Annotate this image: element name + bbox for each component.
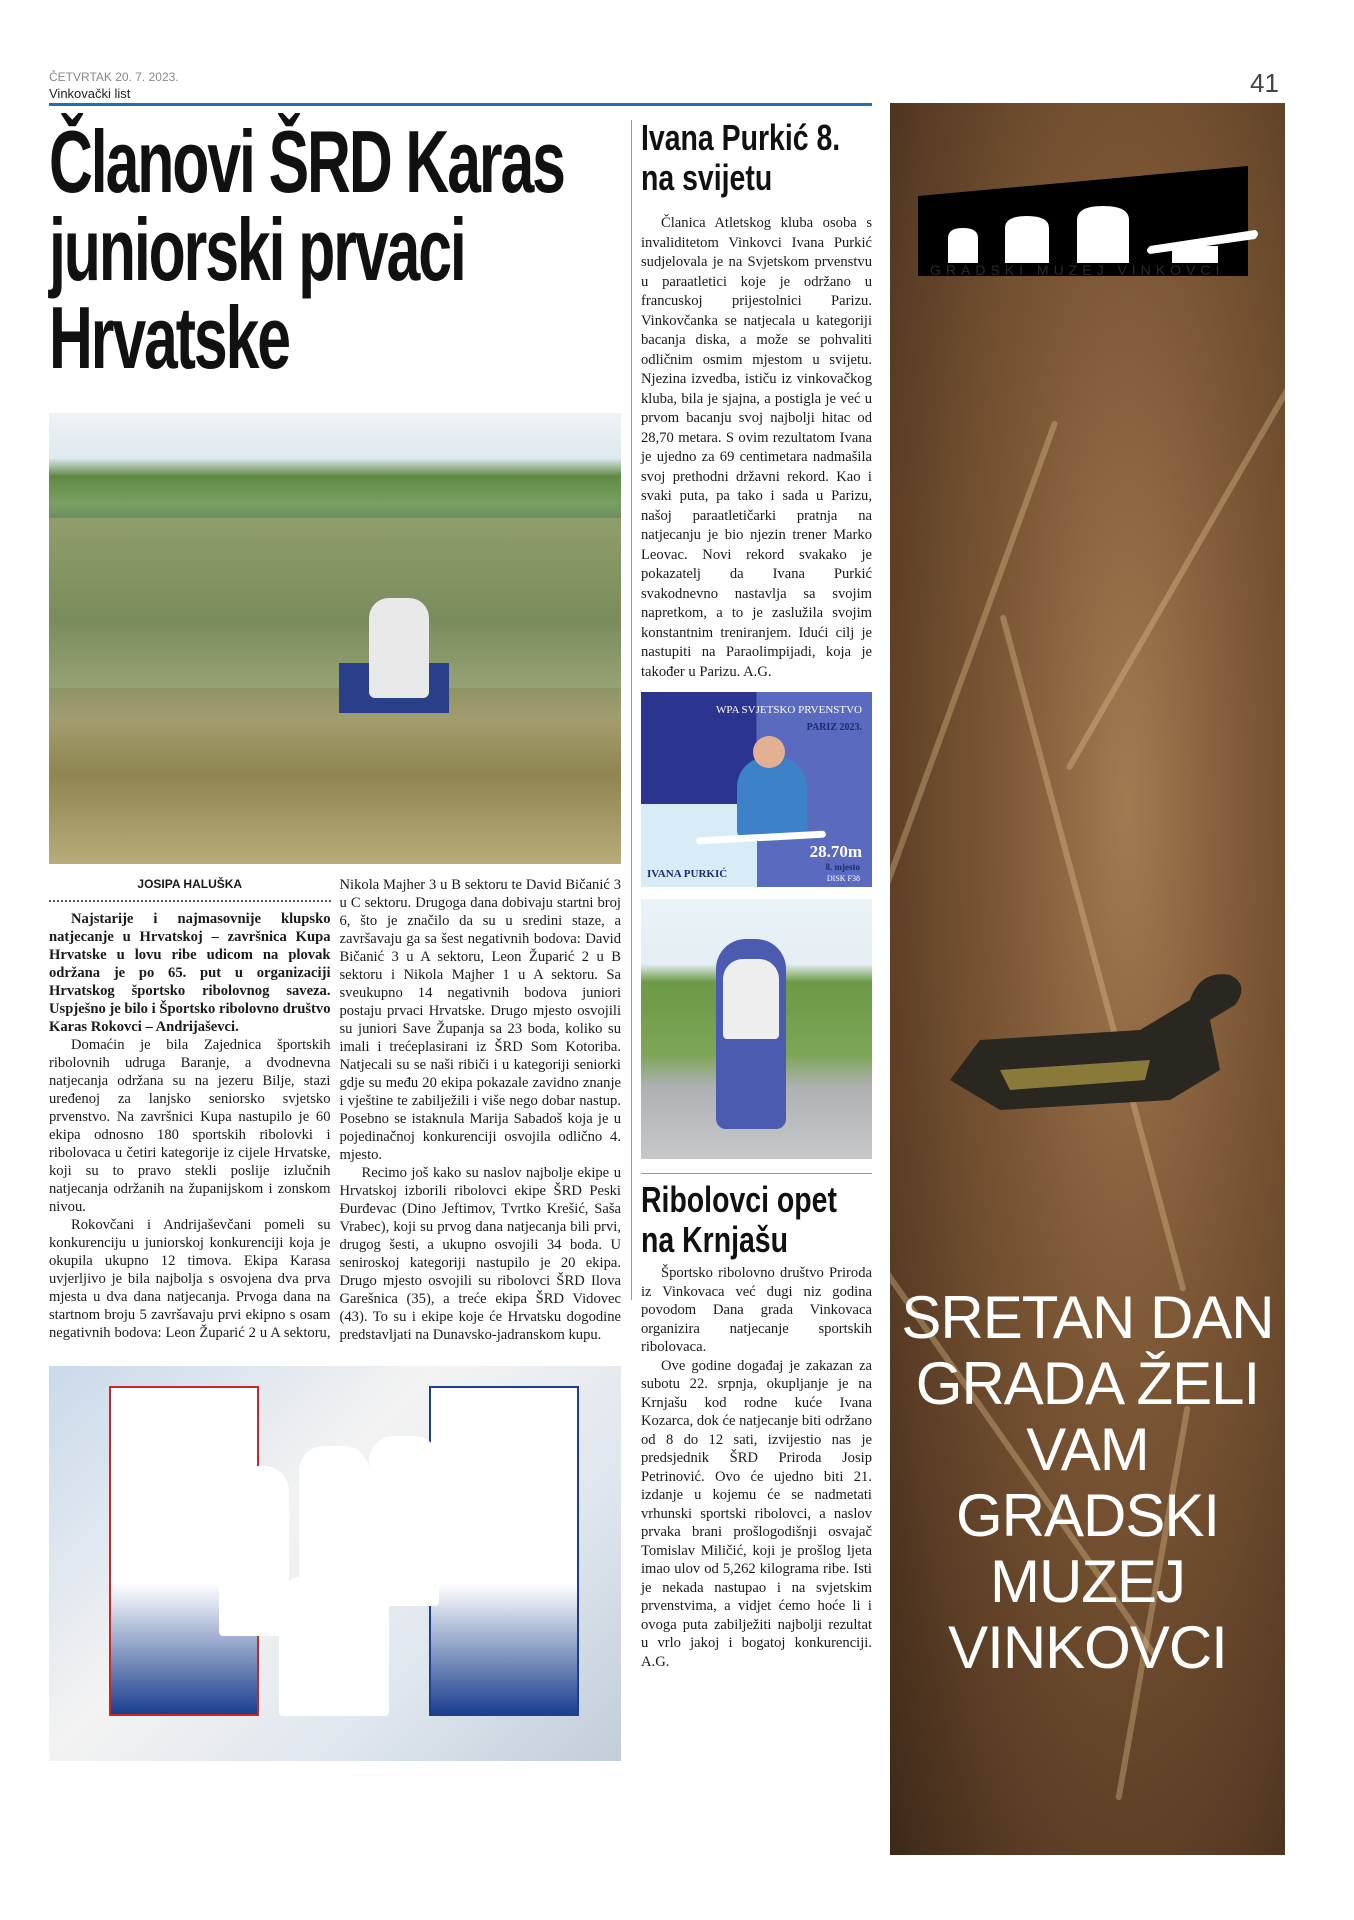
article-lead: Najstarije i najmasovnije klupsko natjecanje u Hrvatskoj – završnica Kupa Hrvatske u lovu ribe udicom na plovak održana je po 65. put u organizaciji Hrvatskog športsko ribolovnog saveza. Uspješno je bilo i Športsko ribolovno društvo Karas Rokovci – Andrijaševci. <box>49 911 331 1035</box>
article-paragraph: Športsko ribolovno društvo Priroda iz Vinkovaca već dugi niz godina povodom Dana grada Vinkovaca organizira natjecanje sportskih ribolovaca. <box>641 1265 872 1355</box>
side-headline-krnjas: Ribolovci opet na Krnjašu <box>641 1179 837 1260</box>
ad-line: VINKOVCI <box>948 1614 1227 1681</box>
bird-artifact-image <box>940 960 1270 1140</box>
ad-line: MUZEJ <box>990 1548 1185 1615</box>
section-divider <box>641 1173 872 1174</box>
article-paragraph: Ove godine događaj je zakazan za subotu 22. srpnja, okupljanje je na Krnjašu kod rodne kuće Ivana Kozarca, dok će natjecanje biti održano od 8 do 12 sati, izvijestio nas je predsjednik ŠRD Priroda Josip Petrinović. Ovo će ujedno biti 21. izdanje u kojemu će se nadmetati vrhunski sportski ribolovci, a naslov prvaka brani prošlogodišnji osvajač Tomislav Miličić, koji je prošlog ljeta imao ulov od 5,262 kilograma ribe. Isti je nekada nastupao i na svjetskim prvenstvima, a vidjet ćemo hoće li i ovoga puta zabilježiti najbolji rezultat u vrlo jakoj i bogatoj konkurenciji. A.G. <box>641 1357 872 1670</box>
main-headline: Članovi ŠRD Karas juniorski prvaci Hrvatske <box>49 112 564 387</box>
article-paragraph-part: Rokovčani i Andrijaševčani pomeli su konkurenciju u juniorskoj konkurenciji koja je okupila ukupno 12 timova. Ekipa Karasa uvjerljivo je bila najbolja s osvojena dva prva mjesta u dva dana natjecanja. Prvoga dana na startnom broju 5 završavaju prvi ekipno s osam negativnih bodova: Leon Župarić 2 u A sektoru, Nikola Majher 3 u B sektoru te David Bičanić <box>49 877 610 1341</box>
team-trophy-photo <box>49 1366 621 1761</box>
column-divider <box>631 120 632 1300</box>
ad-line: GRADSKI <box>955 1482 1220 1549</box>
newspaper-name: Vinkovački list <box>49 86 131 101</box>
event-place: PARIZ 2023. <box>806 722 862 733</box>
event-title: WPA SVJETSKO PRVENSTVO <box>715 704 862 716</box>
discipline: DISK F38 <box>826 874 860 883</box>
fishing-lake-photo <box>49 413 621 864</box>
article-columns <box>49 876 621 1344</box>
issue-date: ČETVRTAK 20. 7. 2023. <box>49 70 179 84</box>
ad-line: VAM <box>1026 1416 1149 1483</box>
ad-line: SRETAN DAN <box>901 1284 1274 1351</box>
championship-graphic <box>641 692 872 887</box>
article-paragraph-part: 3 u C sektoru. Drugoga dana dobivaju startni broj 6, što je značilo da su u sredini staze, a završavaju ga sa šest negativnih bodova: David Bičanić 3 u A sektoru, Leon Župarić 2 u B sektoru i Nikola Majher 1 u A sektoru. Sa sveukupno 14 negativnih bodova juniori postaju prvaci Hrvatske. Drugo mjesto osvojili su juniori Save Županja sa 23 boda, koliko su imali i trećeplasirani iz ŠRD Som Kotoriba. Natjecali su se naši ribiči i u kategoriji seniorki gdje su među 20 ekipa pokazale zavidno znanje i vještine te zabilježili i više nego dobar nastup. Posebno se istaknula Marija Sabadoš koja je u pojedinačnoj konkurenciji osvojila odlično 4. mjesto. <box>339 877 621 1163</box>
main-article <box>49 112 621 1761</box>
ad-greeting <box>895 1285 1280 1681</box>
page-number: 41 <box>1250 68 1279 98</box>
byline: JOSIPA HALUŠKA <box>49 876 331 902</box>
article-paragraph: Domaćin je bila Zajednica športskih ribolovnih udruga Baranje, a dvodnevna natjecanja održana su na jezeru Bilje, stazi uređenoj za lanjsko seniorsko svjetsko prvenstvo. Na završnici Kupa nastupilo je 60 ekipa odnosno 180 sportskih ribolovki i ribolovaca u četiri kategorije iz cijele Hrvatske, koji su to pravo stekli poslije izlučnih natjecanja održanih na županijskom i zonskom nivou. <box>49 1037 331 1215</box>
ad-line: GRADA ŽELI <box>915 1350 1260 1417</box>
article-paragraph: Recimo još kako su naslov najbolje ekipe u Hrvatskoj izborili ribolovci ekipe ŠRD Peski Đurđevac (Dino Jeftimov, Tvrtko Krešić, Saša Vrabec), koji su prvog dana natjecanja bili prvi, drugog šesti, a ukupno osvojili 34 boda. U seniroskoj kategoriji nastupilo je 20 ekipa. Drugo mjesto osvojili su ribolovci ŠRD Ilova Garešnica (35), a treće ekipa ŠRD Vidovec (43). To su i ekipe koje će Hrvatsku dogodine predstavljati na Dunavsko-jadranskom kupu. <box>339 1165 621 1343</box>
rank: 8. mjesto <box>825 862 860 872</box>
side-headline-purkic: Ivana Purkić 8. na svijetu <box>641 117 841 198</box>
side-column <box>641 118 872 1671</box>
side-article-2-body <box>641 1264 872 1671</box>
result: 28.70m <box>809 842 862 861</box>
header-rule <box>49 103 872 106</box>
museum-logo-text: GRADSKI MUZEJ VINKOVCI <box>930 262 1225 278</box>
athlete-name: IVANA PURKIĆ <box>647 868 728 880</box>
article-paragraph: Članica Atletskog kluba osoba s invaliditetom Vinkovci Ivana Purkić sudjelovala je na Svjetskom prvenstvu u paraatletici koje je održano u francuskoj prijestolnici Parizu. Vinkovčanka se natjecala u kategoriji bacanja diska, a može se pohvaliti odličnim osmim mjestom u svijetu. Njezina izvedba, ističu iz vinkovačkog kluba, bila je sjajna, a postigla je već u prvom bacanju svoj najbolji hitac od 28,70 metara. S ovim rezultatom Ivana je ujedno za 69 centimetara nadmašila svoj prethodni državni rekord. Kao i svaki puta, pa tako i sada u Parizu, našoj paraatletičarki pratnja na natjecanju je bio njezin trener Marko Leovac. Novi rekord svakako je pokazatelj da Ivana Purkić svakodnevno nastavlja sa svojim napretkom, a to je zaslužila svojim konstantnim treniranjem. Idući cilj je nastupiti na Paraolimpijadi, koja je također u Parizu. A.G. <box>641 215 872 680</box>
discus-athlete-photo <box>641 899 872 1159</box>
side-article-body <box>641 214 872 682</box>
athlete-figure <box>737 757 807 837</box>
